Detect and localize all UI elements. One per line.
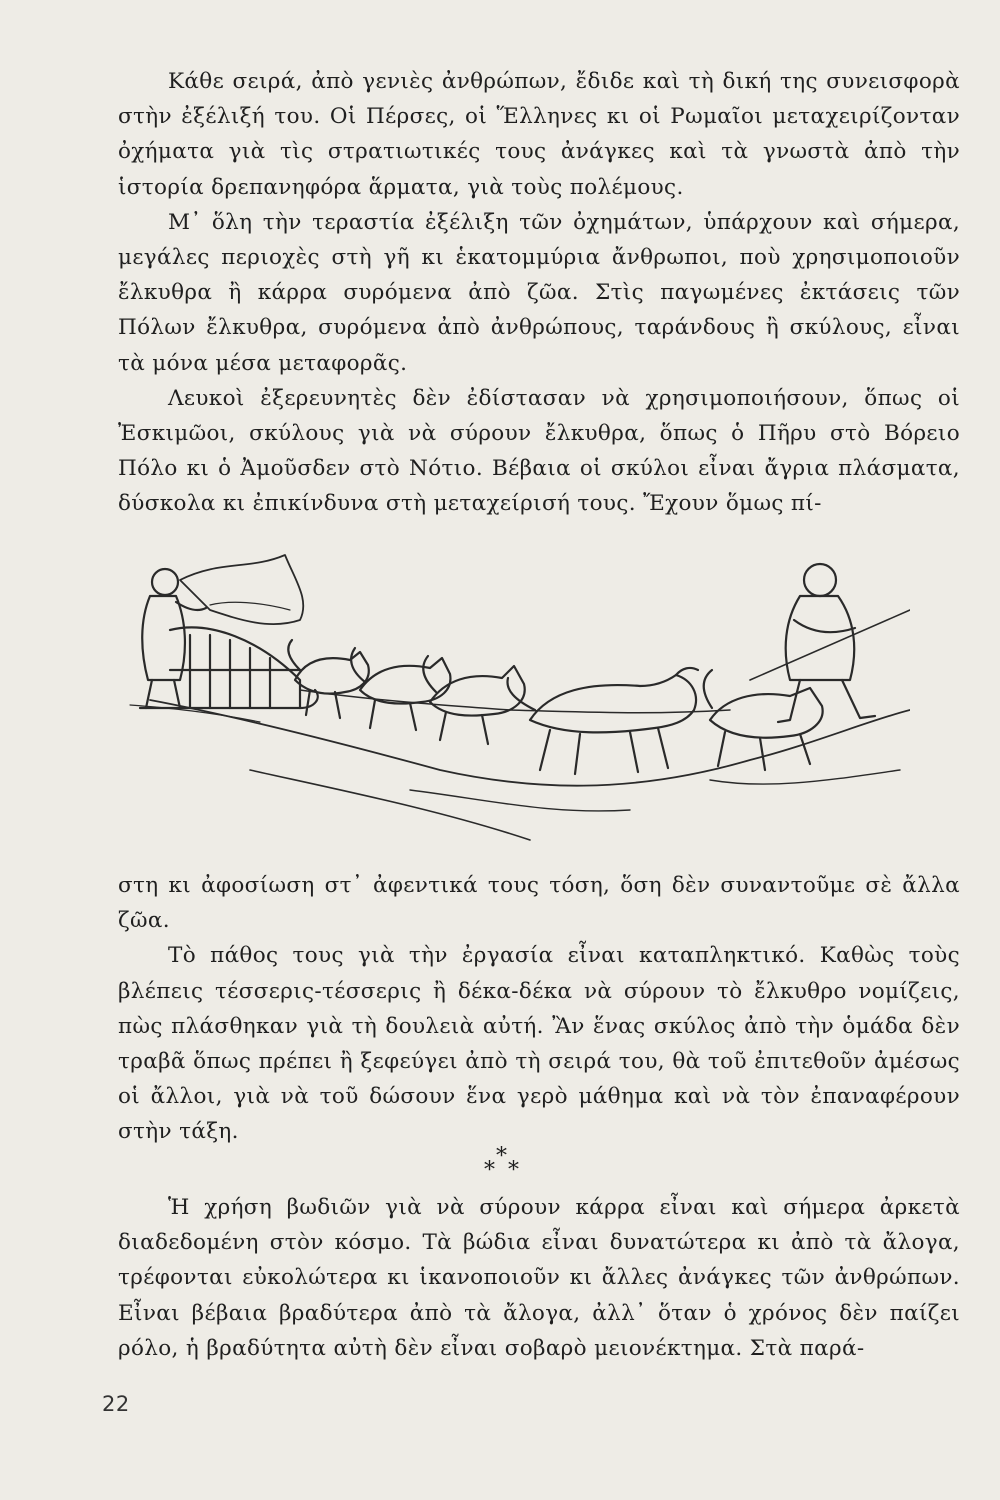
paragraph-4: Τὸ πάθος τους γιὰ τὴν ἐργασία εἶναι καταπληκτικό. Καθὼς τοὺς βλέπεις τέσσερις-τέσσερις ἢ δέκα-δέκα νὰ σύρουν τὸ ἔλκυθρο νομίζεις, πὼς πλάσθηκαν γιὰ τὴ δουλειὰ αὐτή. Ἂν ἕνας σκύλος ἀπὸ τὴν ὁμάδα δὲν τραβᾶ ὅπως πρέπει ἢ ξεφεύγει ἀπὸ τὴ σειρά του, θὰ τοῦ ἐπιτεθοῦν ἀμέσως οἱ ἄλλοι, γιὰ νὰ τοῦ δώσουν ἕνα γερὸ μάθημα καὶ νὰ τὸν ἐπαναφέρουν στὴν τάξη. [118, 943, 960, 1145]
asterisk-left: * [484, 1158, 495, 1183]
paragraph-3: Λευκοὶ ἐξερευνητὲς δὲν ἐδίστασαν νὰ χρησιμοποιήσουν, ὅπως οἱ Ἐσκιμῶοι, σκύλους γιὰ νὰ σύρουν ἔλκυθρα, ὅπως ὁ Πῆρυ στὸ Βόρειο Πόλο κι ὁ Ἀμοῦσδεν στὸ Νότιο. Βέβαια οἱ σκύλοι εἶναι ἄγρια πλάσματα, δύσκολα κι ἐπικίνδυνα στὴ μεταχείρισή τους. Ἔχουν ὅμως πί- [118, 385, 960, 517]
dog-sled-illustration [110, 540, 910, 850]
text-block-middle [118, 868, 960, 1150]
paragraph-2: Μ᾿ ὅλη τὴν τεραστία ἐξέλιξη τῶν ὀχημάτων, ὑπάρχουν καὶ σήμερα, μεγάλες περιοχὲς στὴ γῆ κι ἑκατομμύρια ἄνθρωποι, ποὺ χρησιμοποιοῦν ἔλκυθρα ἢ κάρρα συρόμενα ἀπὸ ζῶα. Στὶς παγωμένες ἐκτάσεις τῶν Πόλων ἔλκυθρα, συρόμενα ἀπὸ ἀνθρώπους, ταράνδους ἢ σκύλους, εἶναι τὰ μόνα μέσα μεταφορᾶς. [118, 209, 960, 376]
asterisk-top: * [496, 1144, 507, 1169]
text-block-top [118, 64, 960, 522]
paragraph-1: Κάθε σειρά, ἀπὸ γενιὲς ἀνθρώπων, ἔδιδε καὶ τὴ δική της συνεισφορὰ στὴν ἐξέλιξή του. Οἱ Πέρσες, οἱ Ἕλληνες κι οἱ Ρωμαῖοι μεταχειρίζονταν ὀχήματα γιὰ τὶς στρατιωτικές τους ἀνάγκες καὶ τὰ γνωστὰ ἀπὸ τὴν ἱστορία δρεπανηφόρα ἅρματα, γιὰ τοὺς πολέμους. [118, 69, 960, 200]
section-separator-asterisks [470, 1144, 540, 1192]
asterisk-right: * [508, 1158, 519, 1183]
text-block-bottom [118, 1190, 960, 1366]
paragraph-5: Ἡ χρήση βωδιῶν γιὰ νὰ σύρουν κάρρα εἶναι καὶ σήμερα ἀρκετὰ διαδεδομένη στὸν κόσμο. Τὰ βώδια εἶναι δυνατώτερα κι ἀπὸ τὰ ἄλογα, τρέφονται εὐκολώτερα κι ἱκανοποιοῦν κι ἄλλες ἀνάγκες τῶν ἀνθρώπων. Εἶναι βέβαια βραδύτερα ἀπὸ τὰ ἄλογα, ἀλλ᾿ ὅταν ὁ χρόνος δὲν παίζει ρόλο, ἡ βραδύτητα αὐτὴ δὲν εἶναι σοβαρὸ μειονέκτημα. Στὰ παρά- [118, 1195, 960, 1361]
page-number: 22 [102, 1392, 130, 1416]
paragraph-3-continued: στη κι ἀφοσίωση στ᾿ ἀφεντικά τους τόση, ὅση δὲν συναντοῦμε σὲ ἄλλα ζῶα. [118, 873, 960, 934]
